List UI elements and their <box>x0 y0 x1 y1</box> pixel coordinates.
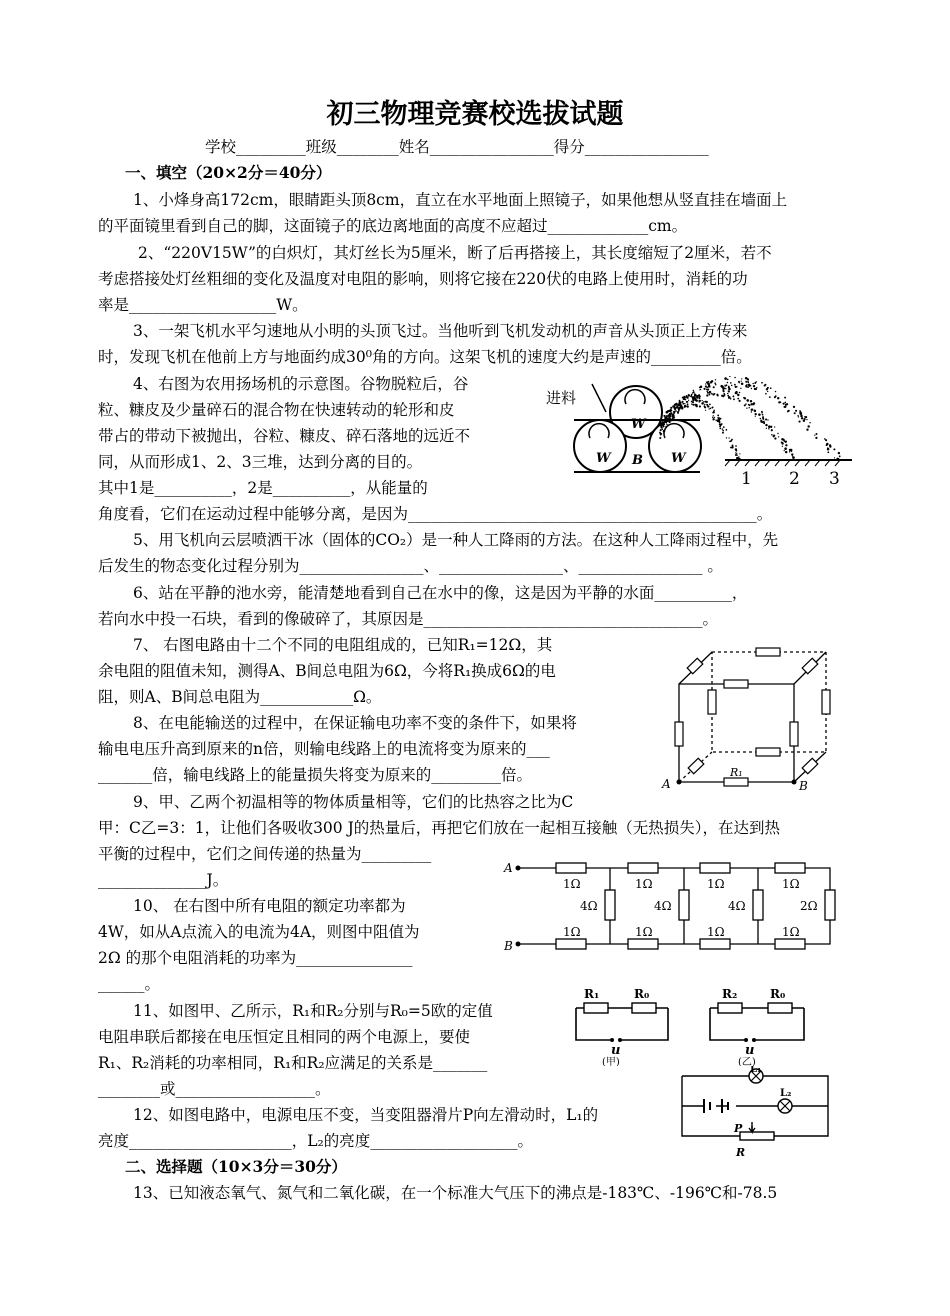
ladder-vertical-r1: 4Ω <box>580 899 598 913</box>
question-12-line-2: 亮度_____________________，L₂的亮度___________________。 <box>98 1132 534 1150</box>
pile-1-label: 1 <box>741 469 752 488</box>
question-9-line-3: 平衡的过程中，它们之间传递的热量为_________ <box>98 845 432 863</box>
question-9-line-4: ______________J。 <box>98 871 229 889</box>
question-5-line-2: 后发生的物态变化过程分别为________________、________________、________________ 。 <box>98 557 723 575</box>
ladder-top-r4: 1Ω <box>782 877 800 891</box>
page-title: 初三物理竞赛校选拔试题 <box>326 99 624 130</box>
question-4-line-1: 4、右图为农用扬场机的示意图。谷物脱粒后，谷 <box>133 375 469 393</box>
ladder-vertical-r4: 2Ω <box>800 899 818 913</box>
section-fill-blank-heading: 一、填空（20×2分＝40分） <box>125 163 332 182</box>
question-3-line-2: 时，发现飞机在他前上方与地面约成30⁰角的方向。这架飞机的速度大约是声速的_________倍。 <box>98 348 752 366</box>
section-choice-heading: 二、选择题（10×3分＝30分） <box>125 1157 347 1176</box>
ladder-top-r2: 1Ω <box>635 877 653 891</box>
rheostat-r-label: R <box>736 1146 746 1158</box>
ladder-node-a: A <box>504 861 513 875</box>
series-caption-jia: (甲) <box>602 1057 620 1066</box>
series-r0-label-a: R₀ <box>634 987 650 1001</box>
series-r2-label: R₂ <box>722 987 738 1001</box>
lamp-rheostat-figure <box>676 1066 836 1158</box>
question-5-line-1: 5、用飞机向云层喷洒干冰（固体的CO₂）是一种人工降雨的方法。在这种人工降雨过程中，先 <box>133 531 779 549</box>
ladder-top-r1: 1Ω <box>563 877 581 891</box>
question-6-line-1: 6、站在平静的池水旁，能清楚地看到自己在水中的像，这是因为平静的水面__________， <box>133 584 748 602</box>
student-info-line: 学校_________班级________姓名________________得分________________ <box>205 138 709 156</box>
question-12-line-1: 12、如图电路中，电源电压不变，当变阻器滑片P向左滑动时，L₁的 <box>133 1106 599 1124</box>
series-r0-label-b: R₀ <box>770 987 786 1001</box>
series-circuits-figure <box>568 984 830 1066</box>
question-10-line-2: 4W，如从A点流入的电流为4A，则图中阻值为 <box>98 923 420 941</box>
ladder-bottom-r2: 1Ω <box>635 925 653 939</box>
question-1-line-1: 1、小烽身高172cm，眼睛距头顶8cm，直立在水平地面上照镜子，如果他想从竖直挂在墙面上 <box>133 191 788 209</box>
belt-b-label: B <box>632 453 643 468</box>
question-4-line-4: 同，从而形成1、2、3三堆，达到分离的目的。 <box>98 453 423 471</box>
resistor-ladder-figure <box>500 858 838 960</box>
pile-3-label: 3 <box>829 469 840 488</box>
wheel-w-right: W <box>671 451 686 466</box>
question-11-line-1: 11、如图甲、乙所示，R₁和R₂分别与R₀=5欧的定值 <box>133 1002 493 1020</box>
question-2-line-1: 2、“220V15W”的白炽灯，其灯丝长为5厘米，断了后再搭接上，其长度缩短了2厘米，若不 <box>138 244 772 262</box>
series-caption-yi: (乙) <box>738 1057 756 1066</box>
question-8-line-3: _______倍，输电线路上的能量损失将变为原来的_________倍。 <box>98 766 533 784</box>
ladder-top-r3: 1Ω <box>707 877 725 891</box>
question-4-line-3: 带占的带动下被抛出，谷粒、糠皮、碎石落地的远近不 <box>98 427 471 445</box>
question-9-line-1: 9、甲、乙两个初温相等的物体质量相等，它们的比热容之比为C <box>133 793 574 811</box>
ladder-node-b: B <box>504 939 513 953</box>
question-8-line-2: 输电电压升高到原来的n倍，则输电线路上的电流将变为原来的___ <box>98 740 550 758</box>
question-11-line-3: R₁、R₂消耗的功率相同，R₁和R₂应满足的关系是_______ <box>98 1054 488 1072</box>
winnowing-machine-figure <box>540 376 855 488</box>
ladder-vertical-r3: 4Ω <box>728 899 746 913</box>
question-7-line-3: 阻，则A、B间总电阻为____________Ω。 <box>98 688 382 706</box>
question-10-line-1: 10、 在右图中所有电阻的额定功率都为 <box>133 897 406 915</box>
resistor-cube-figure <box>644 640 834 790</box>
question-7-line-2: 余电阻的阻值未知，测得A、B间总电阻为6Ω，今将R₁换成6Ω的电 <box>98 662 556 680</box>
series-r1-label: R₁ <box>584 987 600 1001</box>
lamp-l1-label: L₁ <box>750 1066 762 1075</box>
question-4-line-2: 粒、糠皮及少量碎石的混合物在快速转动的轮形和皮 <box>98 401 455 419</box>
lamp-l2-label: L₂ <box>780 1088 792 1099</box>
wheel-w-left: W <box>596 451 611 466</box>
pile-2-label: 2 <box>789 469 800 488</box>
question-11-line-2: 电阻串联后都接在电压恒定且相同的两个电源上，要使 <box>98 1028 471 1046</box>
question-11-line-4: ________或__________________。 <box>98 1080 331 1098</box>
wheel-w-top: W <box>631 417 646 432</box>
question-2-line-3: 率是___________________W。 <box>98 296 308 314</box>
ladder-vertical-r2: 4Ω <box>654 899 672 913</box>
question-9-line-2: 甲：C乙=3：1，让他们各吸收300 J的热量后，再把它们放在一起相互接触（无热损失），在达到热 <box>98 819 781 837</box>
question-13-line-1: 13、已知液态氧气、氮气和二氧化碳，在一个标准大气压下的沸点是-183℃、-196℃和-78.5 <box>133 1184 778 1202</box>
question-10-line-3: 2Ω 的那个电阻消耗的功率为_______________ <box>98 949 413 967</box>
cube-r1-label: R₁ <box>730 766 743 779</box>
series-voltage-a: u <box>611 1043 621 1058</box>
question-3-line-1: 3、一架飞机水平匀速地从小明的头顶飞过。当他听到飞机发动机的声音从头顶正上方传来 <box>133 322 748 340</box>
ladder-bottom-r4: 1Ω <box>782 925 800 939</box>
cube-node-a: A <box>662 777 671 790</box>
question-8-line-1: 8、在电能输送的过程中，在保证输电功率不变的条件下，如果将 <box>133 714 577 732</box>
question-4-line-6: 角度看，它们在运动过程中能够分离，是因为_____________________________________________。 <box>98 505 773 523</box>
ladder-bottom-r1: 1Ω <box>563 925 581 939</box>
series-voltage-b: u <box>745 1043 755 1058</box>
question-10-line-4: ______。 <box>98 975 161 993</box>
question-6-line-2: 若向水中投一石块，看到的像破碎了，其原因是____________________________________。 <box>98 610 719 628</box>
question-2-line-2: 考虑搭接处灯丝粗细的变化及温度对电阻的影响，则将它接在220伏的电路上使用时，消耗的功 <box>98 270 748 288</box>
slider-p-label: P <box>734 1122 743 1135</box>
question-7-line-1: 7、 右图电路由十二个不同的电阻组成的，已知R₁=12Ω，其 <box>133 636 553 654</box>
cube-node-b: B <box>799 779 808 790</box>
ladder-bottom-r3: 1Ω <box>707 925 725 939</box>
question-1-line-2: 的平面镜里看到自己的脚，这面镜子的底边离地面的高度不应超过_____________cm。 <box>98 217 688 235</box>
feed-label: 进料 <box>546 389 577 407</box>
question-4-line-5: 其中1是__________，2是__________，从能量的 <box>98 479 428 497</box>
